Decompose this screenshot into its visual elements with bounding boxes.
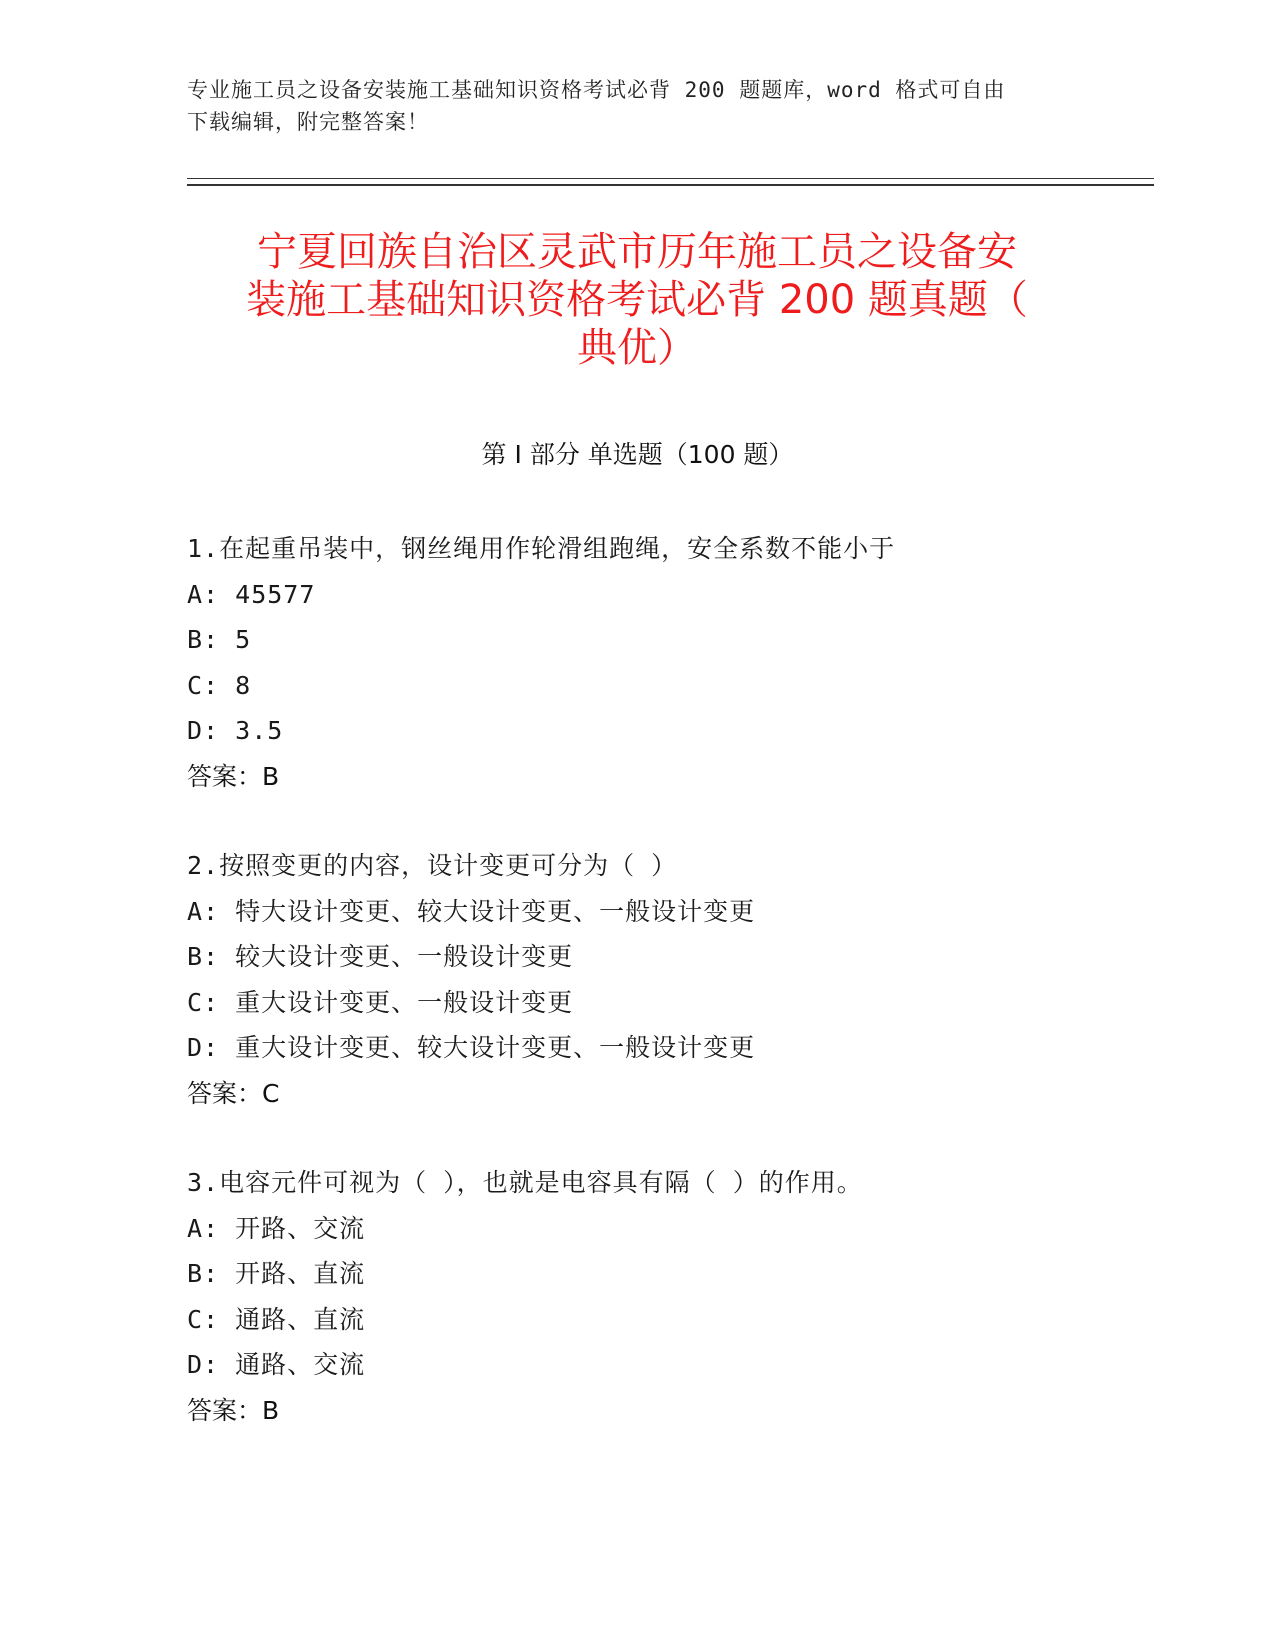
option-b: B: 较大设计变更、一般设计变更: [187, 942, 574, 971]
option-b: B: 5: [187, 625, 252, 654]
document-title-line-2: 装施工基础知识资格考试必背 200 题真题（: [246, 277, 1028, 323]
option-c: C: 通路、直流: [187, 1304, 366, 1334]
option-d: D: 重大设计变更、较大设计变更、一般设计变更: [187, 1033, 756, 1062]
question-item: [187, 526, 1147, 799]
answer: 答案：B: [187, 761, 280, 791]
header-note-line-2: 下载编辑，附完整答案！: [187, 110, 429, 134]
document-title: [187, 228, 1087, 372]
option-d: D: 3.5: [187, 716, 284, 745]
document-title-line-1: 宁夏回族自治区灵武市历年施工员之设备安: [257, 229, 1017, 275]
header-divider: [187, 178, 1154, 186]
question-stem: 3.电容元件可视为（ ），也就是电容具有隔（ ）的作用。: [187, 1168, 863, 1197]
option-a: A: 开路、交流: [187, 1213, 366, 1243]
option-c: C: 8: [187, 670, 252, 700]
question-item: [187, 843, 1147, 1116]
option-b: B: 开路、直流: [187, 1259, 366, 1288]
option-c: C: 重大设计变更、一般设计变更: [187, 987, 574, 1017]
document-header-note: [187, 74, 1077, 138]
question-stem: 1.在起重吊装中，钢丝绳用作轮滑组跑绳，安全系数不能小于: [187, 534, 896, 563]
option-a: A: 45577: [187, 579, 316, 609]
question-item: [187, 1160, 1147, 1433]
question-stem: 2.按照变更的内容，设计变更可分为（ ）: [187, 851, 678, 880]
answer: 答案：C: [187, 1078, 280, 1108]
option-a: A: 特大设计变更、较大设计变更、一般设计变更: [187, 896, 756, 926]
section-heading: 第 I 部分 单选题（100 题）: [481, 440, 794, 469]
option-d: D: 通路、交流: [187, 1350, 366, 1379]
document-title-line-3: 典优）: [577, 325, 697, 371]
question-list: [187, 526, 1147, 1477]
answer: 答案：B: [187, 1395, 280, 1425]
header-note-line-1: 专业施工员之设备安装施工基础知识资格考试必背 200 题题库，word 格式可自由: [187, 78, 1006, 102]
